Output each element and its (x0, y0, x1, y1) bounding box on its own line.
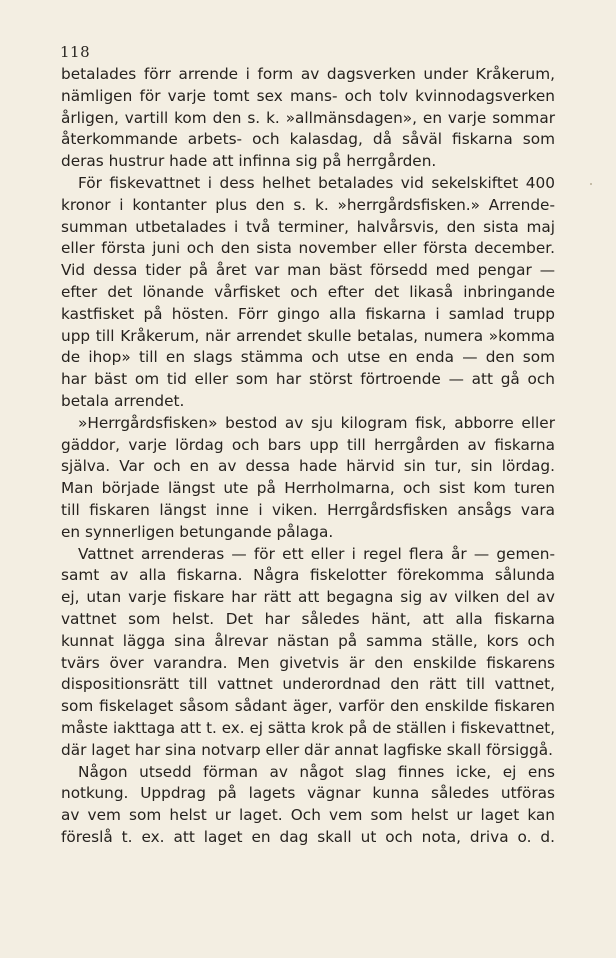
text-line: årligen, vartill kom den s. k. »allmänsdagen», en varje sommar (61, 108, 555, 127)
text-line: dispositionsrätt till vattnet underordnad den rätt till vattnet, (61, 675, 555, 694)
text-line: upp till Kråkerum, när arrendet skulle betalas, numera »komma (61, 326, 555, 345)
text-line: tvärs över varandra. Men givetvis är den enskilde fiskarens (61, 653, 555, 672)
text-line: »Herrgårdsfisken» bestod av sju kilogram fisk, abborre eller (78, 413, 555, 432)
text-line: vattnet som helst. Det har således hänt, att alla fiskarna (61, 609, 555, 628)
text-line: betalades förr arrende i form av dagsverken under Kråkerum, (61, 65, 555, 83)
text-line: av vem som helst ur laget. Och vem som helst ur laget kan (61, 806, 555, 825)
text-line: själva. Var och en av dessa hade härvid sin tur, sin lördag. (61, 457, 555, 476)
text-line: som fiskelaget såsom sådant äger, varför den enskilde fiskaren (61, 697, 555, 716)
text-line: måste iakttaga att t. ex. ej sätta krok på de ställen i fiskevattnet, (61, 718, 555, 737)
text-line: samt av alla fiskarna. Några fiskelotter förekomma sålunda (61, 566, 555, 585)
text-line: För fiskevattnet i dess helhet betalades vid sekelskiftet 400 (78, 173, 555, 192)
text-line: kronor i kontanter plus den s. k. »herrgårdsfisken.» Arrende- (61, 195, 555, 214)
text-line: gäddor, varje lördag och bars upp till herrgården av fiskarna (61, 435, 555, 454)
text-line: efter det lönande vårfisket och efter det likaså inbringande (61, 282, 555, 301)
paper-speck (590, 183, 592, 185)
text-line: betala arrendet. (61, 391, 185, 410)
text-line: Vattnet arrenderas — för ett eller i regel flera år — gemen- (78, 544, 555, 563)
text-line: Någon utsedd förman av något slag finnes icke, ej ens (78, 762, 555, 781)
text-line: återkommande arbets- och kalasdag, då såväl fiskarna som (61, 130, 555, 149)
text-line: en synnerligen betungande pålaga. (61, 522, 334, 541)
text-line: Man började längst ute på Herrholmarna, och sist kom turen (61, 479, 555, 498)
body-text (61, 64, 555, 849)
text-line: nämligen för varje tomt sex mans- och tolv kvinnodagsverken (61, 86, 555, 105)
text-line: ej, utan varje fiskare har rätt att begagna sig av vilken del av (61, 588, 555, 607)
text-line: Vid dessa tider på året var man bäst försedd med pengar — (61, 261, 555, 280)
text-line: eller första juni och den sista november eller första december. (61, 239, 555, 258)
text-line: föreslå t. ex. att laget en dag skall ut och nota, driva o. d. (61, 827, 555, 846)
text-line: de ihop» till en slags stämma och utse en enda — den som (61, 348, 555, 367)
text-line: deras hustrur hade att infinna sig på herrgården. (61, 152, 437, 171)
text-line: summan utbetalades i två terminer, halvårsvis, den sista maj (61, 217, 555, 236)
page-number: 118 (60, 43, 91, 61)
text-line: kunnat lägga sina ålrevar nästan på samma ställe, kors och (61, 631, 555, 650)
text-line: har bäst om tid eller som har störst förtroende — att gå och (61, 370, 555, 389)
text-line: där laget har sina notvarp eller där annat lagfiske skall försiggå. (61, 740, 553, 759)
text-line: till fiskaren längst inne i viken. Herrgårdsfisken ansågs vara (61, 500, 555, 519)
text-line: kastfisket på hösten. Förr gingo alla fiskarna i samlad trupp (61, 304, 555, 323)
text-line: notkung. Uppdrag på lagets vägnar kunna således utföras (61, 784, 555, 803)
